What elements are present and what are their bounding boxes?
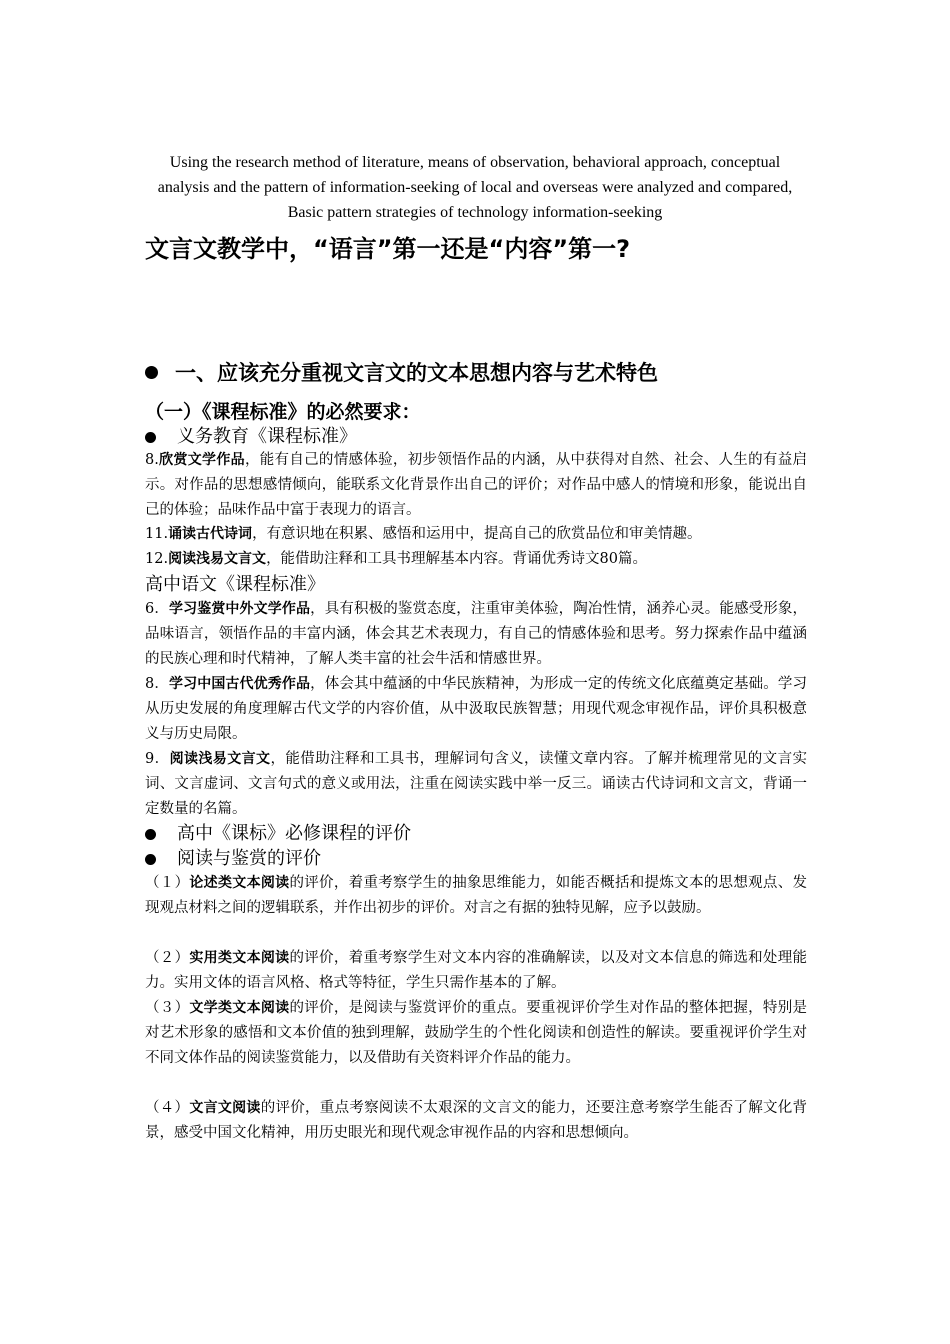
bullet-icon <box>145 829 156 840</box>
compulsory-item-12: 12.阅读浅易文言文，能借助注释和工具书理解基本内容。背诵优秀诗文80篇。 <box>145 551 648 567</box>
senior-item-6: 6．学习鉴赏中外文学作品，具有积极的鉴赏态度，注重审美体验，陶冶性情，涵养心灵。能感受形象，品味语言，领悟作品的丰富内涵，体会其艺术表现力，有自己的情感体验和思考。努力探索作品中蕴涵的民族心理和时代精神，了解人类丰富的社会牛活和情感世界。 <box>145 601 807 667</box>
reading-evaluation-heading <box>145 846 321 872</box>
compulsory-standard-heading-text: 义务教育《课程标准》 <box>177 426 357 447</box>
reading-item-4: （４）文言文阅读的评价，重点考察阅读不太艰深的文言文的能力，还要注意考察学生能否了解文化背景，感受中国文化精神，用历史眼光和现代观念审视作品的内容和思想倾向。 <box>145 1100 808 1141</box>
bullet-icon <box>145 854 156 865</box>
senior-item-8: 8．学习中国古代优秀作品，体会其中蕴涵的中华民族精神，为形成一定的传统文化底蕴奠定基础。学习从历史发展的角度理解古代文学的内容价值，从中汲取民族智慧；用现代观念审视作品，评价具积极意义与历史局限。 <box>145 676 807 742</box>
reading-item-2: （２）实用类文本阅读的评价，着重考察学生对文本内容的准确解读，以及对文本信息的筛选和处理能力。实用文体的语言风格、格式等特征，学生只需作基本的了解。 <box>145 950 808 991</box>
reading-item-3: （３）文学类文本阅读的评价，是阅读与鉴赏评价的重点。要重视评价学生对作品的整体把握，特别是对艺术形象的感悟和文本价值的独到理解，鼓励学生的个性化阅读和创造性的解读。要重视评价学生对不同文体作品的阅读鉴赏能力，以及借助有关资料评介作品的能力。 <box>145 1000 808 1066</box>
english-abstract: Using the research method of literature, means of observation, behavioral approach, conceptual analysis and the pattern of information-seeking of local and overseas were analyzed and compared, Basic pattern strategies of technology information-seeking <box>157 154 793 221</box>
section-1-heading <box>145 357 658 387</box>
compulsory-item-8: 8.欣赏文学作品，能有自己的情感体验，初步领悟作品的内涵，从中获得对自然、社会、人生的有益启示。对作品的思想感情倾向，能联系文化背景作出自己的评价；对作品中感人的情境和形象，能说出自己的体验；品味作品中富于表现力的语言。 <box>145 452 807 518</box>
document-title: 文言文教学中，“语言”第一还是“内容”第一? <box>145 235 631 263</box>
evaluation-heading-text: 高中《课标》必修课程的评价 <box>177 823 411 844</box>
senior-item-9: 9．阅读浅易文言文，能借助注释和工具书，理解词句含义，读懂文章内容。了解并梳理常见的文言实词、文言虚词、文言句式的意义或用法，注重在阅读实践中举一反三。诵读古代诗词和文言文，背诵一定数量的名篇。 <box>145 751 807 817</box>
bullet-icon <box>145 432 156 443</box>
compulsory-item-11: 11.诵读古代诗词，有意识地在积累、感悟和运用中，提高自己的欣赏品位和审美情趣。 <box>145 526 702 542</box>
section-1-heading-text: 一、应该充分重视文言文的文本思想内容与艺术特色 <box>175 361 658 385</box>
reading-item-1: （１）论述类文本阅读的评价，着重考察学生的抽象思维能力，如能否概括和提炼文本的思想观点、发现观点材料之间的逻辑联系，并作出初步的评价。对言之有据的独特见解，应予以鼓励。 <box>145 875 808 916</box>
compulsory-standard-heading <box>145 424 357 450</box>
reading-evaluation-heading-text: 阅读与鉴赏的评价 <box>177 848 321 869</box>
subsection-heading: （一）《课程标准》的必然要求： <box>145 401 421 423</box>
senior-standard-heading: 高中语文《课程标准》 <box>145 574 325 595</box>
evaluation-heading <box>145 821 411 847</box>
bullet-icon <box>145 366 158 379</box>
